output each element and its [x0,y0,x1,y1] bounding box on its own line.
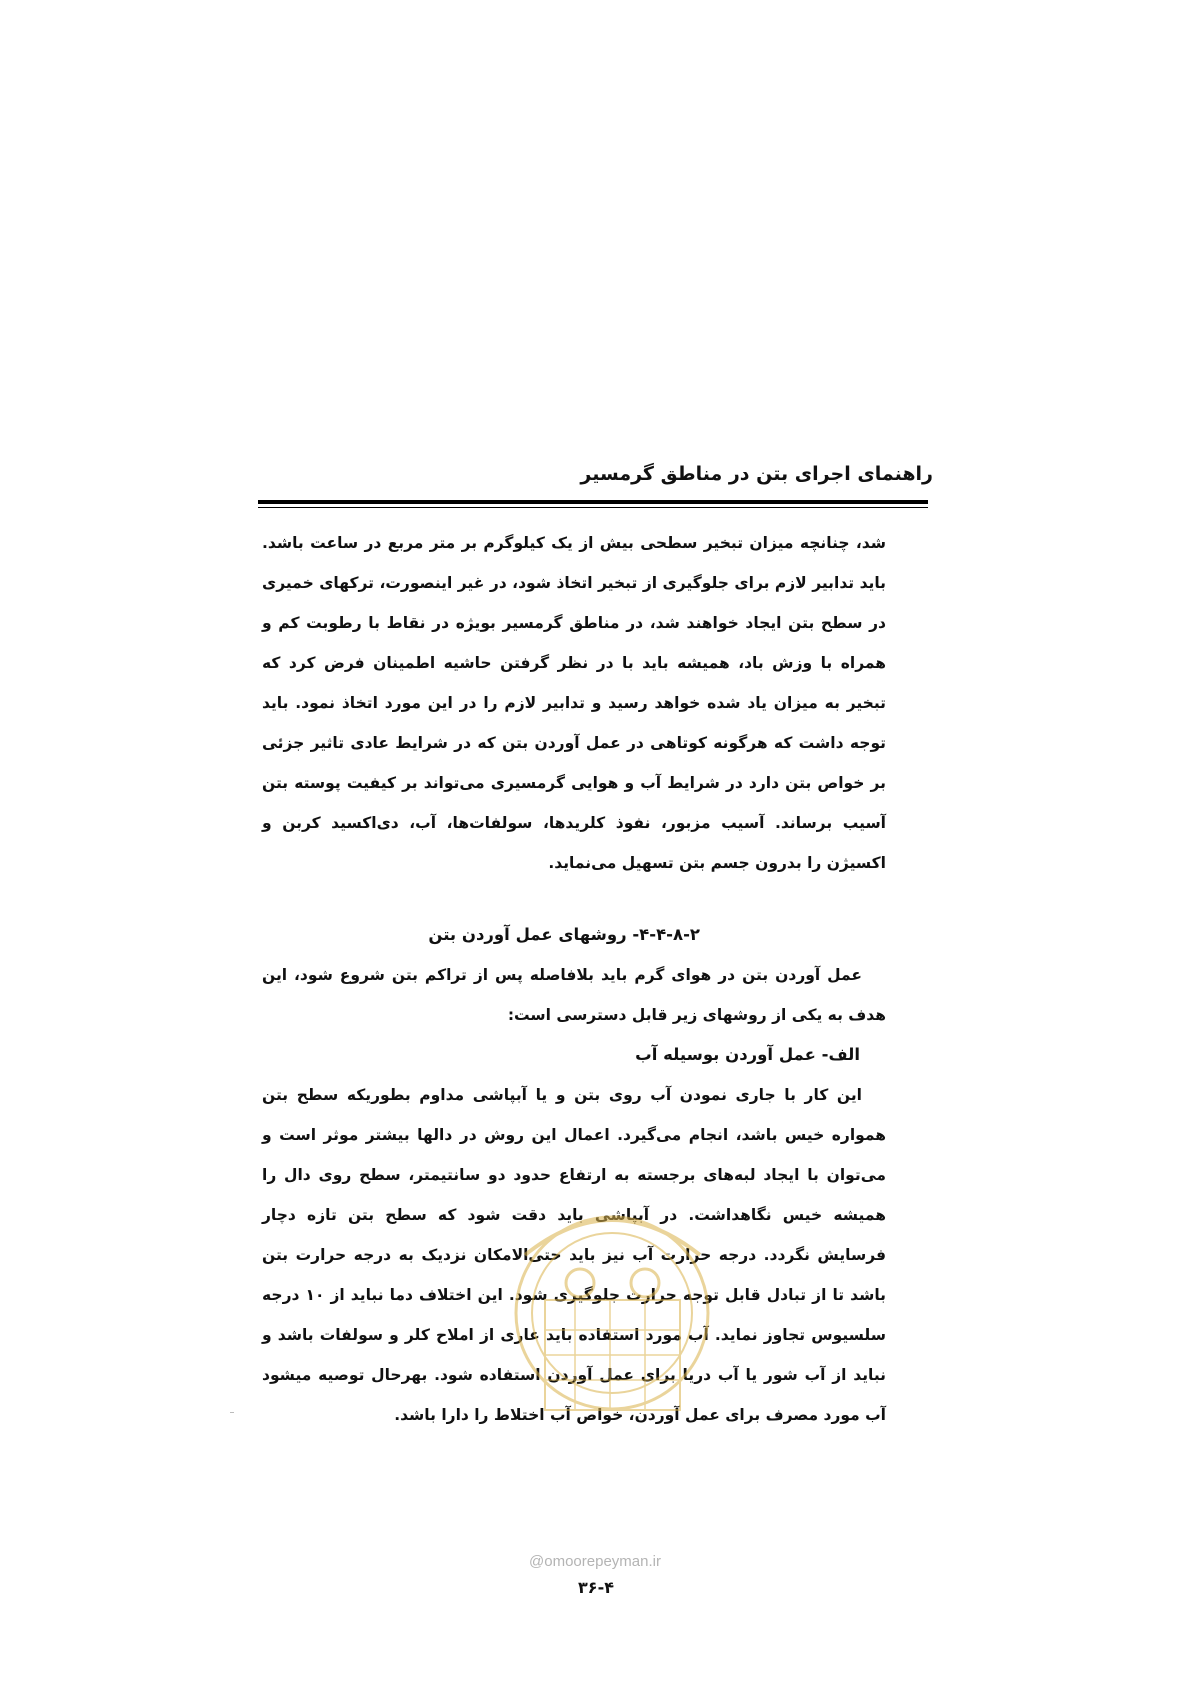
paragraph: عمل آوردن بتن در هوای گرم باید بلافاصله پس از تراکم بتن شروع شود، این هدف به یکی از روشهای زیر قابل دسترسی است: [262,966,886,1024]
running-header-title: راهنمای اجرای بتن در مناطق گرمسیر [580,463,933,485]
watermark-url: @omoorepeyman.ir [529,1553,661,1570]
section-heading: ۴-۴-۸-۲- روشهای عمل آوردن بتن [428,925,700,944]
paragraph: شد، چنانچه میزان تبخیر سطحی بیش از یک کیلوگرم بر متر مربع در ساعت باشد. باید تدابیر لازم برای جلوگیری از تبخیر اتخاذ شود، در غیر اینصورت، ترکهای خمیری در سطح بتن ایجاد خواهند شد، در مناطق گرمسیر بویژه در نقاط با رطوبت کم و همراه با وزش باد، همیشه باید با در نظر گرفتن حاشیه اطمینان فرض کرد که تبخیر به میزان یاد شده خواهد رسید و تدابیر لازم را در این مورد اتخاذ نمود. باید توجه داشت که هرگونه کوتاهی در عمل آوردن بتن که در شرایط عادی تاثیر جزئی بر خواص بتن دارد در شرایط آب و هوایی گرمسیری می‌تواند بر کیفیت پوسته بتن آسیب برساند. آسیب مزبور، نفوذ کلریدها، سولفات‌ها، آب، دی‌اکسید کربن و اکسیژن را بدرون جسم بتن تسهیل می‌نماید. [262,534,886,872]
watermark-seal [505,1195,720,1430]
subsection-heading: الف- عمل آوردن بوسیله آب [635,1045,860,1064]
paragraph: این کار با جاری نمودن آب روی بتن و یا آبپاشی مداوم بطوریکه سطح بتن همواره خیس باشد، انجام می‌گیرد. اعمال این روش در دالها بیشتر موثر است و می‌توان با ایجاد لبه‌های برجسته به ارتفاع حدود دو سانتیمتر، سطح روی دال را همیشه خیس نگاهداشت. در آبپاشی باید دقت شود که سطح بتن تازه دچار فرسایش نگردد. درجه حرارت آب نیز باید حتی‌الامکان نزدیک به درجه حرارت بتن باشد تا از تبادل قابل توجه حرارت جلوگیری شود. این اختلاف دما نباید از ۱۰ درجه سلسیوس تجاوز نماید. آب مورد استفاده باید عاری از املاح کلر و سولفات باشد و نباید از آب شور یا آب دریا برای عمل آوردن استفاده شود. بهرحال توصیه میشود آب مورد مصرف برای عمل آوردن، خواص آب اختلاط را دارا باشد. [262,1086,886,1424]
margin-mark [230,1412,234,1413]
page-number: ۳۶-۴ [578,1578,614,1597]
header-rule [258,500,928,508]
